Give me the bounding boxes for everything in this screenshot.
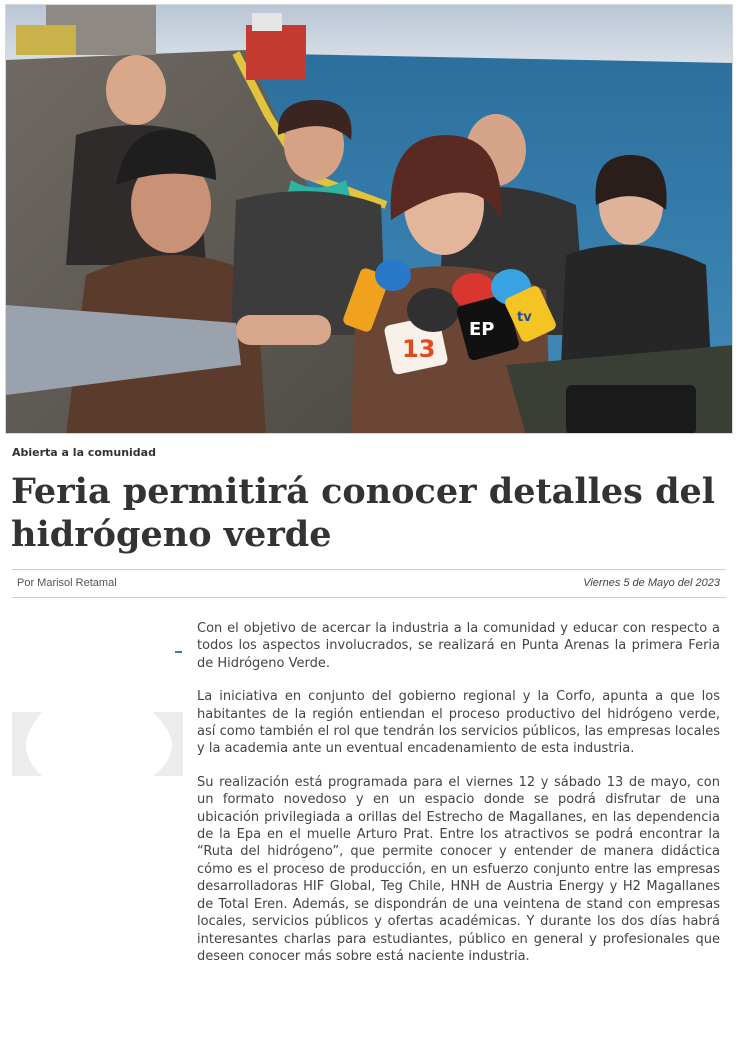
article-body — [197, 620, 720, 981]
article-author: Por Marisol Retamal — [17, 577, 117, 589]
article-paragraph: Su realización está programada para el viernes 12 y sábado 13 de mayo, con un formato novedoso y en un espacio donde se podrá disfrutar de una ubicación privilegiada a orillas del Estrecho de Magallanes, en las dependencia de la Epa en el muelle Arturo Prat. Entre los atractivos se podrá encontrar la “Ruta del hidrógeno”, que permite conocer y entender de manera didáctica cómo es el proceso de producción, en un esfuerzo conjunto entre las empresas desarrolladoras HIF Global, Teg Chile, HNH de Austria Energy y H2 Magallanes de Total Eren. Además, se dispondrán de una veintena de stand con empresas locales, servicios públicos y ofertas académicas. Y durante los dos días habrá interesantes charlas para estudiantes, público en general y profesionales que deseen conocer más sobre está naciente industria. — [197, 774, 720, 964]
article-photo — [5, 4, 733, 434]
article-kicker: Abierta a la comunidad — [12, 446, 156, 459]
article-title: Feria permitirá conocer detalles del hidrógeno verde — [11, 471, 716, 555]
press-conference-photo — [6, 5, 733, 434]
mic-label-ep: EP — [469, 319, 495, 340]
article-date: Viernes 5 de Mayo del 2023 — [583, 577, 720, 589]
article-paragraph: La iniciativa en conjunto del gobierno regional y la Corfo, apunta a que los habitantes de la región entiendan el proceso productivo del hidrógeno verde, así como también el rol que tendrán los servicios públicos, las empresas locales y la academia ante un eventual encadenamiento de esta industria. — [197, 689, 720, 757]
mic-label-13: 13 — [402, 335, 436, 363]
sidebar-accent-divider — [175, 651, 182, 653]
quote-mark-icon — [12, 712, 183, 776]
article-paragraph: Con el objetivo de acercar la industria a la comunidad y educar con respecto a todos los aspectos involucrados, se realizará en Punta Arenas la primera Feria de Hidrógeno Verde. — [197, 621, 720, 671]
byline-bar — [12, 569, 726, 598]
mic-label-tv: tv — [517, 310, 532, 325]
